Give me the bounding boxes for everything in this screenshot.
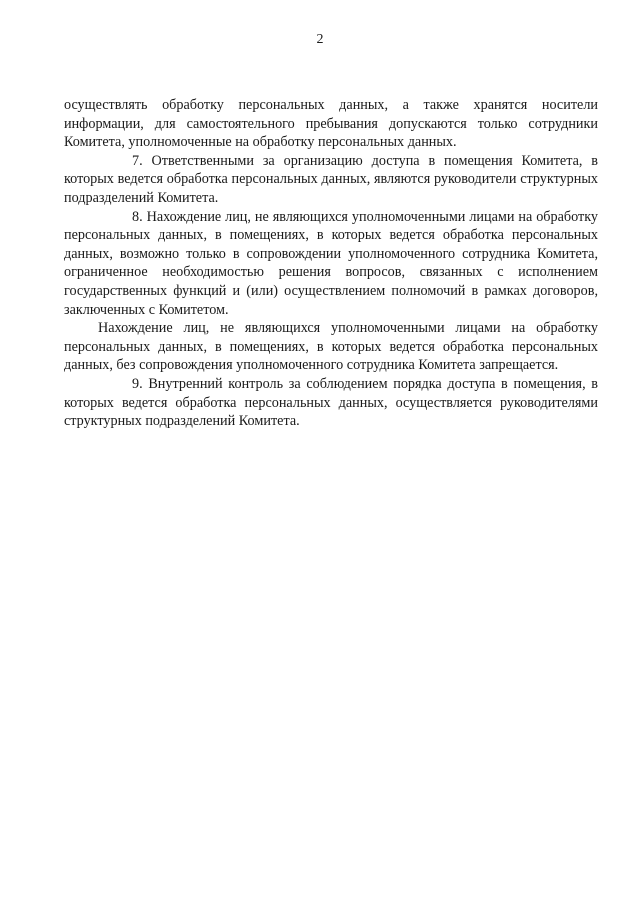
paragraph-item-8 bbox=[64, 208, 598, 320]
paragraph-text: Нахождение лиц, не являющихся уполномоченными лицами на обработку персональных данных, в помещениях, в которых ведется обработка персональных данных, возможно только в сопровождении уполномоченного сотрудника Комитета, ограниченное необходимостью решения вопросов, связанных с исполнением государственных функций и (или) осуществлением полномочий в рамках договоров, заключенных с Комитетом. bbox=[64, 208, 599, 318]
paragraph-number: 9. bbox=[132, 375, 143, 392]
paragraph-text: осуществлять обработку персональных данных, а также хранятся носители информации, для самостоятельного пребывания допускаются только сотрудники Комитета, уполномоченные на обработку персональных данных. bbox=[64, 97, 598, 151]
paragraph-item-7 bbox=[64, 152, 598, 208]
paragraph-text: Внутренний контроль за соблюдением порядка доступа в помещения, в которых ведется обработка персональных данных, осуществляется руководителями структурных подразделений Комитета. bbox=[64, 375, 598, 430]
paragraph-number: 7. bbox=[132, 152, 143, 169]
paragraph-text: Нахождение лиц, не являющихся уполномоченными лицами на обработку персональных данных, в помещениях, в которых ведется обработка персональных данных, без сопровождения уполномоченного сотрудника Комитета запрещается. bbox=[64, 320, 598, 374]
document-body bbox=[64, 96, 598, 431]
paragraph-number: 8. bbox=[132, 208, 143, 225]
paragraph-item-8-continued bbox=[64, 319, 598, 375]
paragraph-continuation bbox=[64, 96, 598, 152]
paragraph-text: Ответственными за организацию доступа в помещения Комитета, в которых ведется обработка персональных данных, являются руководители структурных подразделений Комитета. bbox=[64, 152, 598, 206]
page-number: 2 bbox=[316, 32, 324, 47]
paragraph-item-9 bbox=[64, 375, 598, 431]
